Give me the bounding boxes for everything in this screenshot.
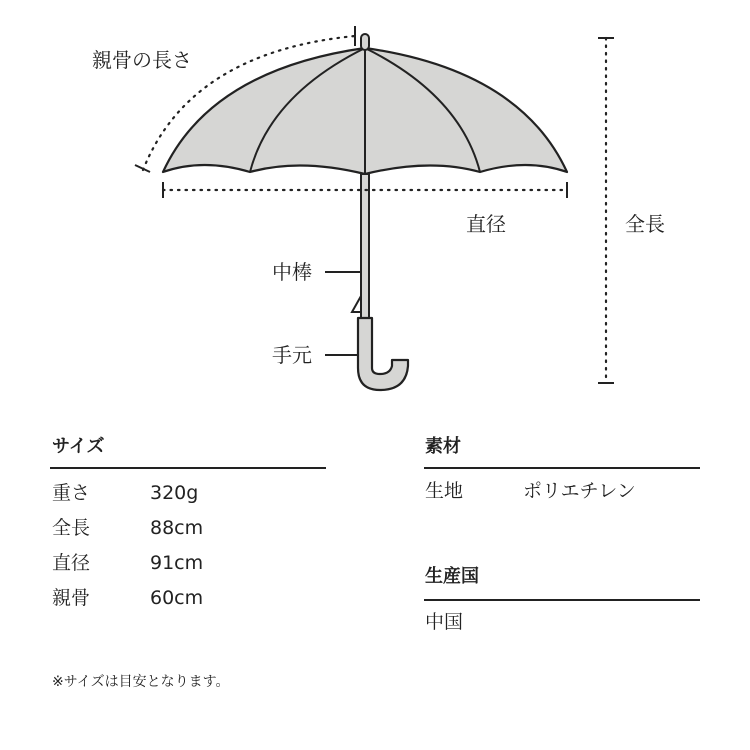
- umbrella-handle: [358, 318, 408, 390]
- spec-value: ポリエチレン: [523, 480, 636, 502]
- spec-key: 直径: [52, 552, 91, 574]
- umbrella-shaft: [361, 174, 369, 320]
- material-section-title: 素材: [425, 436, 461, 457]
- spec-row-weight: [52, 481, 199, 505]
- spec-value: 91cm: [150, 552, 204, 574]
- spec-row-fabric: [425, 479, 636, 503]
- size-disclaimer-note: ※サイズは目安となります。: [52, 674, 230, 690]
- size-section-divider: [50, 467, 326, 469]
- origin-section-divider: [424, 599, 700, 601]
- spec-key: 重さ: [52, 482, 91, 504]
- spec-row-rib: [52, 586, 204, 610]
- size-section-title: サイズ: [52, 436, 105, 457]
- origin-value: 中国: [425, 611, 464, 633]
- spec-value: 88cm: [150, 517, 204, 539]
- spec-value: 60cm: [150, 587, 204, 609]
- diameter-label: 直径: [466, 212, 506, 236]
- umbrella-tip: [361, 34, 369, 50]
- umbrella-runner: [352, 296, 361, 312]
- shaft-label: 中棒: [272, 260, 312, 284]
- spec-row-diameter: [52, 551, 204, 575]
- spec-row-total-length: [52, 516, 204, 540]
- spec-value: 320g: [150, 482, 199, 504]
- material-section-divider: [424, 467, 700, 469]
- total-length-label: 全長: [625, 212, 665, 236]
- rib-length-label: 親骨の長さ: [92, 48, 192, 72]
- spec-key: 生地: [425, 480, 464, 502]
- origin-section-title: 生産国: [425, 566, 479, 587]
- spec-key: 親骨: [52, 587, 91, 609]
- handle-label: 手元: [272, 343, 312, 367]
- spec-key: 全長: [52, 517, 91, 539]
